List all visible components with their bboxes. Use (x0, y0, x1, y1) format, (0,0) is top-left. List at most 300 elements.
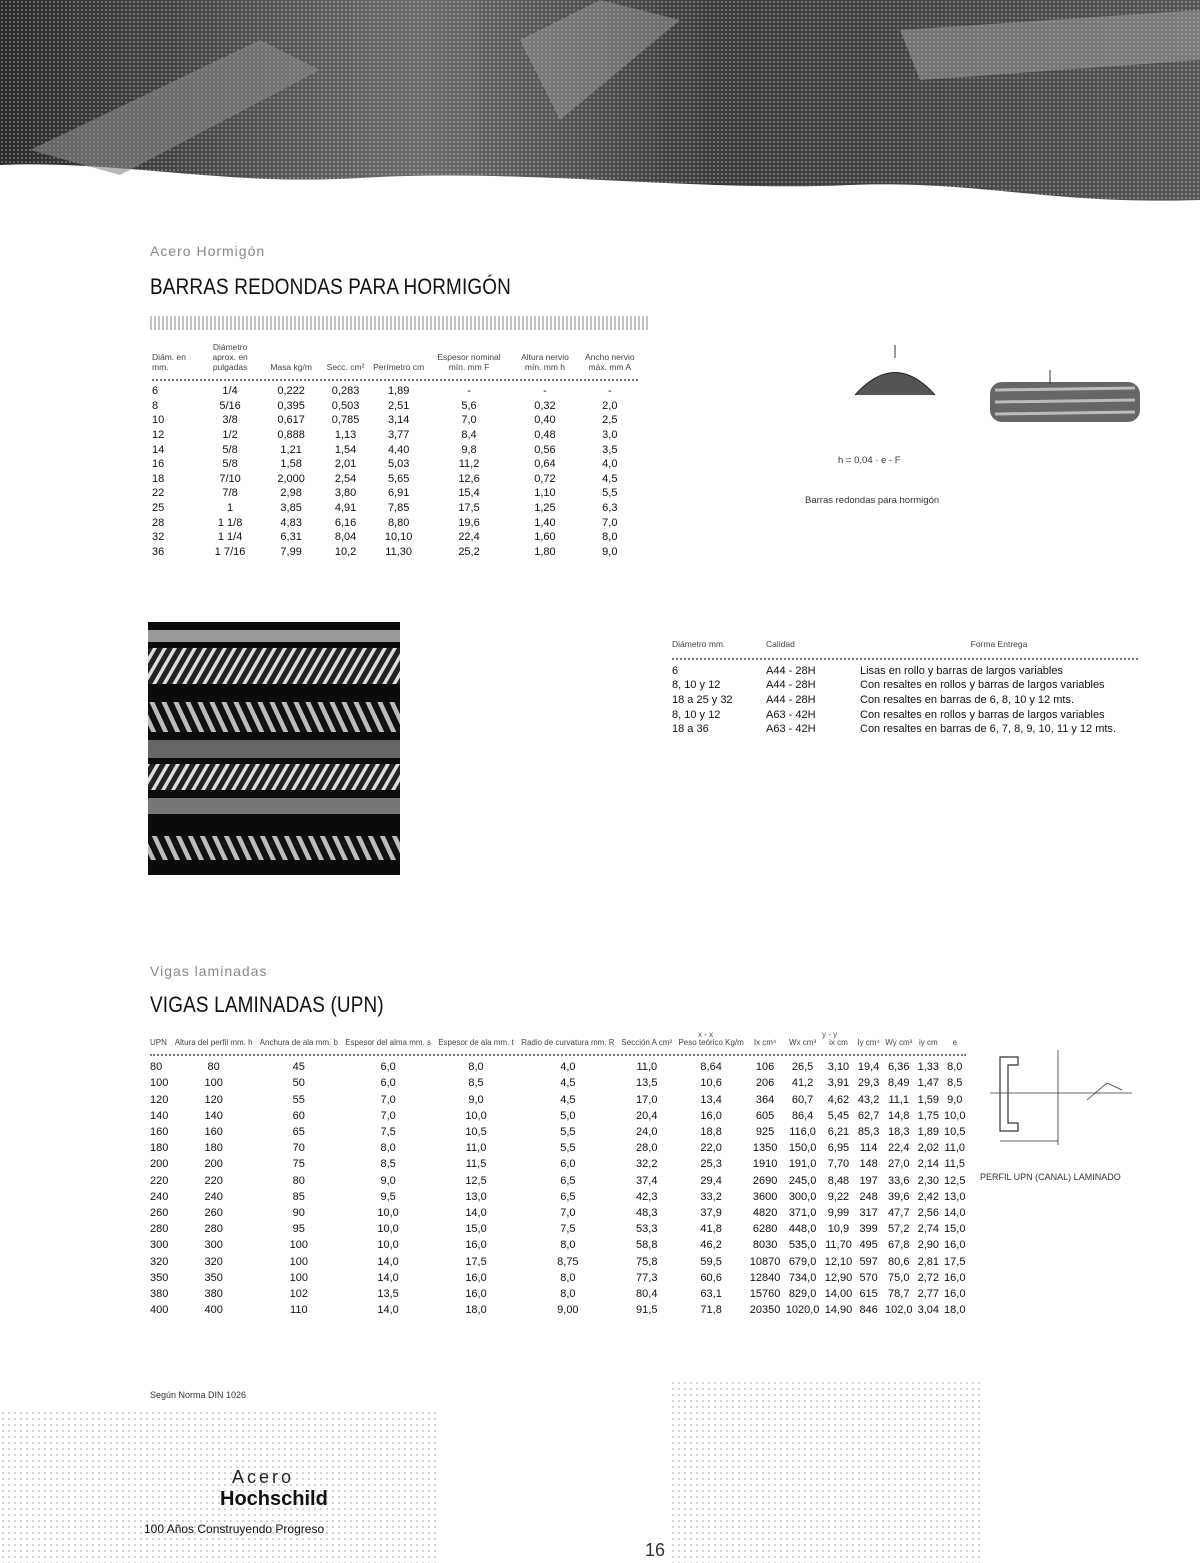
vigas-cell: 605 (755, 1109, 775, 1122)
vigas-cell: 19,4 (857, 1061, 880, 1074)
vigas-cell: 16,0 (465, 1239, 487, 1252)
vigas-cell: 2690 (752, 1174, 778, 1187)
brand-hochschild: Hochschild (220, 1488, 328, 1510)
vigas-cell: 535,0 (788, 1239, 817, 1252)
calidad-header: Diámetro mm. (672, 639, 726, 649)
vigas-cell: 6,0 (560, 1158, 576, 1171)
vigas-cell: 18,0 (944, 1304, 966, 1317)
barras-row (150, 443, 640, 458)
vigas-cell: 14,0 (377, 1271, 399, 1284)
vigas-cell: 4,62 (827, 1093, 850, 1106)
barras-cell: 7,99 (280, 545, 302, 558)
vigas-cell: 37,4 (636, 1174, 658, 1187)
vigas-header: Espesor del alma mm. s (345, 1038, 432, 1047)
vigas-row (148, 1237, 968, 1253)
vigas-row (148, 1108, 968, 1124)
vigas-cell: 13,5 (377, 1288, 399, 1301)
vigas-cell: 10,0 (944, 1109, 966, 1122)
vigas-cell: 11,0 (636, 1061, 658, 1074)
vigas-cell: 14,0 (377, 1255, 399, 1268)
vigas-cell: 102,0 (884, 1304, 913, 1317)
vigas-cell: 4820 (752, 1207, 778, 1220)
barras-cell: 2,54 (334, 472, 357, 485)
vigas-cell: 41,8 (700, 1223, 722, 1236)
vigas-cell: 350 (150, 1271, 169, 1284)
vigas-cell: 5,45 (827, 1109, 850, 1122)
vigas-cell: 615 (859, 1288, 878, 1301)
vigas-cell: 2,14 (917, 1158, 939, 1171)
vigas-cell: 180 (204, 1142, 223, 1155)
vigas-cell: 53,3 (636, 1223, 658, 1236)
vigas-cell: 6,0 (380, 1077, 396, 1090)
vigas-cell: 148 (859, 1158, 878, 1171)
vigas-cell: 8,0 (468, 1061, 484, 1074)
vigas-title: VIGAS LAMINADAS (UPN) (150, 992, 384, 1017)
dot-pattern-left (0, 1410, 440, 1563)
vigas-cell: 9,0 (380, 1174, 396, 1187)
vigas-cell: 2,81 (917, 1255, 939, 1268)
calidad-cell: 18 a 25 y 32 (672, 693, 733, 706)
vigas-header: Anchura de ala mm. b (259, 1038, 338, 1047)
vigas-cell: 11,70 (825, 1239, 852, 1252)
vigas-cell: 5,5 (560, 1142, 576, 1155)
vigas-cell: 448,0 (788, 1223, 817, 1236)
vigas-cell: 679,0 (788, 1255, 817, 1268)
barras-header: Espesor nominal mín. mm F (437, 351, 501, 372)
barras-cell: 0,395 (277, 399, 305, 412)
barras-cell: 4,5 (602, 472, 618, 485)
vigas-row (148, 1059, 968, 1075)
rebar-photo (148, 622, 400, 875)
vigas-cell: 120 (150, 1093, 169, 1106)
page-number: 16 (645, 1540, 666, 1560)
barras-header: Altura nervio mín. mm h (521, 351, 569, 372)
vigas-cell: 9,00 (557, 1304, 579, 1317)
vigas-cell: 570 (859, 1271, 878, 1284)
barras-cell: 1,60 (534, 531, 556, 544)
vigas-cell: 50 (292, 1077, 305, 1090)
vigas-cell: 846 (859, 1304, 878, 1317)
vigas-cell: 24,0 (636, 1126, 658, 1138)
barras-cell: 1,25 (534, 502, 556, 515)
vigas-row (148, 1286, 968, 1302)
vigas-cell: 6,0 (380, 1061, 396, 1074)
calidad-cell: A44 - 28H (766, 664, 816, 677)
barras-cell: 7,0 (602, 516, 618, 529)
barras-row (150, 472, 640, 487)
vigas-cell: 14,0 (465, 1207, 487, 1220)
vigas-cell: 62,7 (857, 1109, 880, 1122)
vigas-row (148, 1270, 968, 1286)
bar-diagram-caption: Barras redondas para hormigón (805, 495, 940, 506)
vigas-cell: 10,0 (377, 1207, 399, 1220)
vigas-cell: 7,0 (380, 1093, 396, 1106)
vigas-cell: 45 (292, 1061, 305, 1074)
barras-cell: 2,0 (602, 399, 618, 412)
barras-cell: 3,14 (387, 414, 410, 427)
vigas-cell: 350 (204, 1271, 223, 1284)
vigas-cell: 85 (292, 1190, 305, 1203)
vigas-cell: 6,5 (560, 1174, 576, 1187)
vigas-cell: 8,0 (380, 1142, 396, 1155)
vigas-cell: 13,0 (944, 1190, 966, 1203)
barras-header: Perímetro cm (373, 361, 425, 372)
barras-cell: 32 (152, 531, 165, 544)
barras-cell: 36 (152, 545, 165, 558)
vigas-cell: 75,0 (888, 1271, 910, 1284)
barras-cell: 4,40 (387, 443, 410, 456)
vigas-row (148, 1221, 968, 1237)
dot-pattern-right (670, 1380, 980, 1563)
vigas-cell: 85,3 (857, 1126, 880, 1138)
vigas-group-y: y - y (822, 1030, 838, 1039)
barras-cell: 6,16 (334, 516, 357, 529)
barras-header: Diám. en mm. (152, 351, 187, 372)
barras-table (150, 343, 640, 559)
calidad-cell: A63 - 42H (766, 723, 816, 736)
vigas-cell: 60,7 (791, 1093, 814, 1106)
calidad-cell: Lisas en rollo y barras de largos variables (860, 664, 1063, 677)
vigas-cell: 18,0 (465, 1304, 487, 1317)
bar-profile-diagram (800, 340, 1160, 450)
barras-cell: 5,5 (602, 487, 618, 500)
barras-section-label: Acero Hormigón (150, 243, 266, 259)
calidad-cell: Con resaltes en rollos y barras de largos variables (860, 679, 1105, 692)
vigas-cell: 245,0 (788, 1174, 817, 1187)
vigas-cell: 200 (204, 1158, 223, 1171)
barras-cell: 1 1/8 (217, 516, 243, 529)
barras-header: Ancho nervio máx. mm A (584, 351, 635, 372)
barras-cell: 4,91 (334, 502, 357, 515)
vigas-row (148, 1075, 968, 1091)
vigas-cell: 248 (859, 1190, 878, 1203)
barras-cell: 0,283 (331, 385, 360, 398)
vigas-cell: 320 (150, 1255, 169, 1268)
barras-cell: 25 (152, 502, 165, 515)
calidad-cell: A44 - 28H (766, 693, 816, 706)
vigas-cell: 8,5 (380, 1158, 396, 1171)
vigas-cell: 597 (859, 1255, 878, 1268)
vigas-cell: 2,56 (917, 1207, 939, 1220)
barras-cell: 3,80 (334, 487, 357, 500)
vigas-header-row (148, 1038, 968, 1051)
vigas-cell: 114 (859, 1142, 878, 1155)
vigas-cell: 102 (289, 1288, 308, 1301)
vigas-table-wrap (148, 1038, 968, 1318)
barras-cell: 6,31 (280, 531, 302, 544)
vigas-header: Espesor de ala mm. t (438, 1038, 514, 1047)
barras-cell: 5/8 (222, 443, 238, 456)
vigas-cell: 6,21 (827, 1126, 850, 1138)
vigas-cell: 12,5 (944, 1174, 966, 1187)
barras-header: Diámetro aprox. en pulgadas (212, 342, 248, 372)
vigas-cell: 13,4 (700, 1093, 722, 1106)
vigas-cell: 22,0 (700, 1142, 722, 1155)
barras-row (150, 486, 640, 501)
barras-cell: 28 (152, 516, 165, 529)
vigas-row (148, 1140, 968, 1156)
barras-header-row (150, 343, 640, 376)
barras-cell: 22,4 (458, 531, 480, 544)
vigas-cell: 320 (204, 1255, 223, 1268)
vigas-cell: 41,2 (791, 1077, 814, 1090)
vigas-cell: 6280 (752, 1223, 778, 1236)
vigas-cell: 80 (207, 1061, 220, 1074)
vigas-cell: 57,2 (888, 1223, 910, 1236)
barras-row (150, 413, 640, 428)
barras-cell: 2,01 (334, 458, 357, 471)
barras-cell: 0,48 (534, 429, 556, 442)
calidad-cell: 8, 10 y 12 (672, 679, 721, 692)
barras-cell: 2,5 (602, 414, 618, 427)
vigas-cell: 63,1 (700, 1288, 722, 1301)
barras-row (150, 516, 640, 531)
bar-diagram-formula: h = 0,04 · e - F (838, 455, 901, 466)
vigas-cell: 200 (150, 1158, 169, 1171)
vigas-cell: 8,0 (560, 1271, 576, 1284)
vigas-cell: 60 (292, 1109, 305, 1122)
vigas-cell: 9,99 (827, 1207, 850, 1220)
vigas-cell: 18,8 (700, 1126, 722, 1138)
vigas-cell: 60,6 (700, 1271, 722, 1284)
vigas-row (148, 1173, 968, 1189)
vigas-header: Ix cm⁴ (753, 1038, 777, 1047)
barras-cell: 11,30 (385, 545, 413, 558)
vigas-cell: 48,3 (636, 1207, 658, 1220)
barras-cell: 3,0 (602, 429, 618, 442)
vigas-cell: 380 (150, 1288, 169, 1301)
vigas-cell: 9,0 (468, 1093, 484, 1106)
calidad-row (670, 664, 1140, 679)
barras-cell: 6 (152, 385, 159, 398)
barras-cell: 7,0 (461, 414, 477, 427)
vigas-cell: 8,64 (700, 1061, 722, 1074)
vigas-header: e (952, 1038, 957, 1047)
barras-cell: 5/16 (219, 399, 241, 412)
vigas-cell: 16,0 (944, 1288, 966, 1301)
barras-cell: 5,6 (461, 399, 477, 412)
hero-photo (0, 0, 1200, 210)
barras-row (150, 545, 640, 560)
barras-cell: 16 (152, 458, 165, 471)
vigas-cell: 70 (292, 1142, 305, 1155)
vigas-cell: 380 (204, 1288, 223, 1301)
upn-profile-diagram (982, 1045, 1142, 1155)
barras-cell: 8 (152, 399, 159, 412)
vigas-cell: 5,5 (560, 1126, 576, 1138)
vigas-cell: 80,4 (636, 1288, 658, 1301)
vigas-cell: 12,10 (824, 1255, 853, 1268)
vigas-cell: 9,5 (380, 1190, 396, 1203)
vigas-cell: 10,0 (377, 1239, 399, 1252)
barras-row (150, 399, 640, 414)
vigas-cell: 33,6 (888, 1174, 910, 1187)
vigas-cell: 120 (204, 1093, 223, 1106)
barras-cell: 17,5 (458, 502, 480, 515)
vigas-cell: 399 (859, 1223, 878, 1236)
brand-tagline: 100 Años Construyendo Progreso (144, 1522, 325, 1536)
vigas-cell: 2,30 (917, 1174, 939, 1187)
barras-cell: 1,58 (280, 458, 302, 471)
vigas-cell: 100 (289, 1271, 308, 1284)
vigas-cell: 1,75 (917, 1109, 939, 1122)
vigas-row (148, 1189, 968, 1205)
vigas-cell: 20,4 (636, 1109, 658, 1122)
vigas-cell: 14,8 (888, 1109, 910, 1122)
vigas-cell: 925 (755, 1126, 775, 1138)
vigas-cell: 4,0 (560, 1061, 576, 1074)
vigas-cell: 3600 (752, 1190, 778, 1203)
vigas-cell: 15,0 (944, 1223, 966, 1236)
vigas-cell: 8,0 (560, 1239, 576, 1252)
vigas-cell: 140 (204, 1109, 223, 1122)
vigas-cell: 67,8 (888, 1239, 910, 1252)
vigas-cell: 80 (150, 1061, 163, 1074)
barras-cell: 19,6 (458, 516, 480, 529)
barras-cell: 3,5 (602, 443, 618, 456)
barras-cell: 2,98 (280, 487, 302, 500)
vigas-cell: 14,0 (377, 1304, 399, 1317)
vigas-cell: 150,0 (788, 1142, 817, 1155)
vigas-cell: 29,4 (700, 1174, 722, 1187)
vigas-cell: 15,0 (465, 1223, 487, 1236)
vigas-cell: 1020,0 (785, 1304, 820, 1317)
vigas-table (148, 1038, 968, 1318)
barras-cell: 4,83 (280, 516, 302, 529)
calidad-cell: 8, 10 y 12 (672, 708, 721, 721)
barras-cell: 1,54 (334, 443, 357, 456)
vigas-cell: 14,00 (824, 1288, 853, 1301)
barras-cell: 11,2 (458, 458, 480, 471)
brand-acero: Acero (232, 1467, 295, 1487)
vigas-header: Altura del perfil mm. h (174, 1038, 253, 1047)
barras-cell: 8,0 (602, 531, 618, 544)
barras-top-rule (150, 316, 650, 330)
vigas-cell: 32,2 (636, 1158, 658, 1171)
barras-cell: 0,617 (277, 414, 305, 427)
vigas-cell: 11,1 (888, 1093, 910, 1106)
calidad-header: Calidad (766, 639, 795, 649)
vigas-group-x: x - x (698, 1030, 714, 1039)
vigas-cell: 1,33 (917, 1061, 939, 1074)
barras-cell: 0,888 (277, 429, 305, 442)
barras-cell: 3/8 (222, 414, 238, 427)
vigas-cell: 46,2 (700, 1239, 722, 1252)
vigas-cell: 829,0 (788, 1288, 817, 1301)
vigas-cell: 29,3 (857, 1077, 880, 1090)
vigas-cell: 2,42 (917, 1190, 939, 1203)
vigas-cell: 47,7 (888, 1207, 910, 1220)
vigas-cell: 13,0 (465, 1190, 487, 1203)
vigas-cell: 1910 (752, 1158, 778, 1171)
vigas-cell: 260 (150, 1207, 169, 1220)
barras-cell: 9,8 (461, 443, 477, 456)
vigas-cell: 11,0 (944, 1142, 966, 1155)
vigas-cell: 8,0 (560, 1288, 576, 1301)
vigas-cell: 2,02 (917, 1142, 939, 1155)
barras-cell: 1,21 (280, 443, 302, 456)
vigas-cell: 8,0 (947, 1061, 963, 1074)
barras-cell: 22 (152, 487, 165, 500)
barras-cell: 10,2 (334, 545, 357, 558)
barras-cell: 7/8 (222, 487, 238, 500)
vigas-cell: 364 (755, 1093, 775, 1106)
barras-cell: 8,80 (387, 516, 410, 529)
barras-table-wrap (150, 343, 640, 559)
barras-cell: 15,4 (458, 487, 480, 500)
barras-cell: 0,222 (277, 385, 305, 398)
vigas-cell: 1,89 (917, 1126, 939, 1138)
vigas-footnote: Según Norma DIN 1026 (150, 1390, 247, 1400)
vigas-cell: 8,75 (557, 1255, 579, 1268)
vigas-cell: 734,0 (788, 1271, 817, 1284)
vigas-cell: 7,70 (827, 1158, 850, 1171)
calidad-cell: Con resaltes en barras de 6, 8, 10 y 12 mts. (860, 693, 1075, 706)
barras-cell: 1 1/4 (217, 531, 243, 544)
vigas-cell: 18,3 (888, 1126, 910, 1138)
vigas-cell: 191,0 (788, 1158, 817, 1171)
barras-cell: 1,40 (534, 516, 556, 529)
vigas-cell: 9,22 (827, 1190, 850, 1203)
barras-header: Secc. cm² (326, 361, 365, 372)
barras-cell: 0,64 (534, 458, 556, 471)
vigas-cell: 42,3 (636, 1190, 658, 1203)
vigas-cell: 11,0 (465, 1142, 487, 1155)
barras-cell: 0,32 (534, 399, 556, 412)
vigas-cell: 86,4 (791, 1109, 814, 1122)
vigas-cell: 77,3 (636, 1271, 658, 1284)
vigas-cell: 26,5 (791, 1061, 814, 1074)
vigas-row (148, 1254, 968, 1270)
vigas-row (148, 1092, 968, 1108)
vigas-cell: 15760 (749, 1288, 781, 1301)
vigas-cell: 9,0 (947, 1093, 963, 1106)
calidad-cell: 6 (672, 664, 679, 677)
vigas-header: Peso teórico Kg/m (678, 1038, 744, 1047)
vigas-cell: 240 (204, 1190, 223, 1203)
vigas-cell: 16,0 (465, 1271, 487, 1284)
vigas-cell: 10,0 (465, 1109, 487, 1122)
vigas-cell: 20350 (749, 1304, 781, 1317)
barras-cell: 14 (152, 443, 165, 456)
vigas-cell: 5,0 (560, 1109, 576, 1122)
calidad-cell: Con resaltes en barras de 6, 7, 8, 9, 10, 11 y 12 mts. (860, 723, 1116, 736)
vigas-cell: 160 (150, 1126, 169, 1138)
barras-header: Masa kg/m (270, 361, 312, 372)
barras-cell: 0,40 (534, 414, 556, 427)
calidad-cell: A44 - 28H (766, 679, 816, 692)
vigas-cell: 2,90 (917, 1239, 939, 1252)
barras-cell: 3,85 (280, 502, 302, 515)
vigas-section-label: Vigas laminadas (150, 963, 268, 979)
vigas-cell: 28,0 (636, 1142, 658, 1155)
barras-cell: 1,10 (534, 487, 556, 500)
vigas-cell: 7,5 (560, 1223, 576, 1236)
vigas-cell: 2,74 (917, 1223, 939, 1236)
vigas-cell: 95 (292, 1223, 305, 1236)
vigas-cell: 4,5 (560, 1077, 576, 1090)
vigas-cell: 78,7 (888, 1288, 910, 1301)
vigas-header: Iy cm⁴ (857, 1038, 880, 1047)
vigas-header: Radio de curvatura mm. R (521, 1038, 615, 1047)
barras-row (150, 457, 640, 472)
vigas-header: UPN (150, 1038, 167, 1047)
barras-cell: 10 (152, 414, 165, 427)
calidad-table-wrap (670, 640, 1140, 737)
vigas-cell: 100 (289, 1239, 308, 1252)
vigas-cell: 240 (150, 1190, 169, 1203)
vigas-cell: 13,5 (636, 1077, 658, 1090)
